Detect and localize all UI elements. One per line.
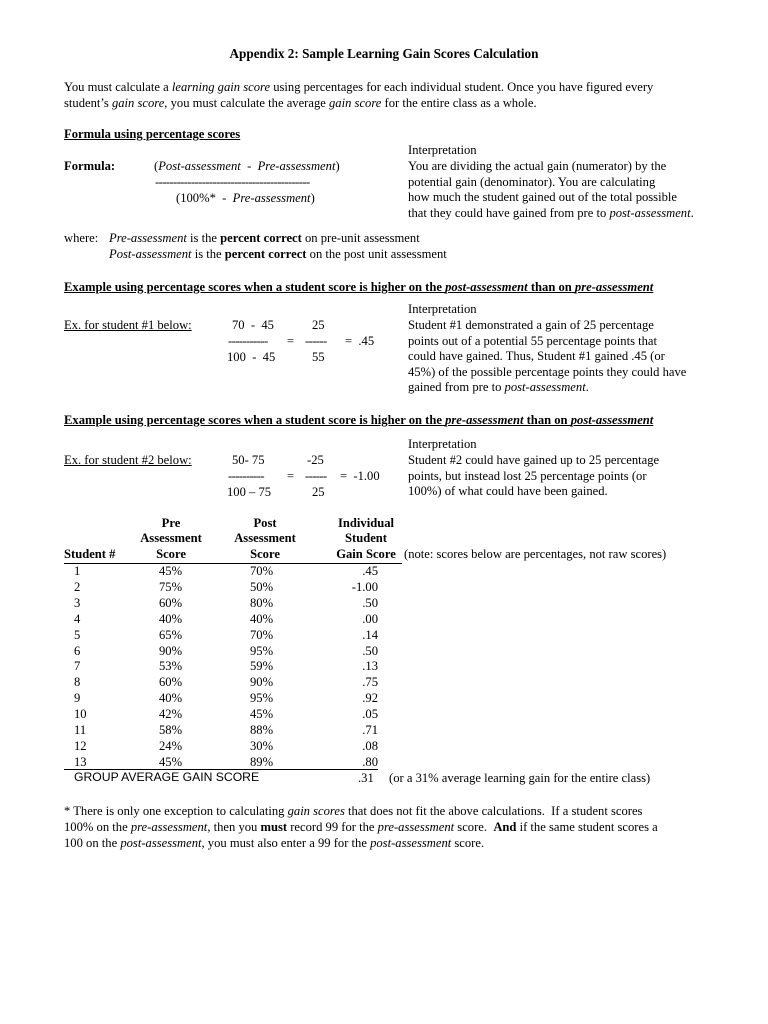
header-line: Gain Score	[336, 546, 396, 561]
interp-line: points, but instead lost 25 percentage points (or	[408, 468, 647, 483]
cell-post-score: 59%	[250, 659, 274, 674]
cell-gain-score: .92	[362, 691, 378, 706]
cell-pre-score: 24%	[159, 738, 183, 753]
footnote-text: that does not fit the above calculations. If a student scores	[344, 804, 643, 818]
cell-post-score: 95%	[250, 643, 274, 658]
heading-text: Example using percentage scores when a student score is higher on the	[64, 280, 446, 294]
interp-line: Student #1 demonstrated a gain of 25 percentage	[408, 318, 654, 332]
example2-result: = -1.00	[340, 469, 380, 483]
interp-term: post-assessment	[504, 380, 586, 395]
where-line-2	[109, 247, 447, 263]
where-text: is the	[186, 231, 221, 245]
example1-heading	[64, 280, 653, 296]
interp-line: potential gain (denominator). You are calculating	[408, 174, 656, 189]
formula-label: Formula:	[64, 159, 116, 173]
cell-pre-score: 45%	[159, 754, 183, 769]
example2-denominator-result: 25	[312, 485, 325, 499]
example2-divider-mid: ------	[305, 469, 327, 483]
heading-text: than on	[527, 280, 575, 294]
footnote-line-3	[64, 836, 658, 852]
cell-student: 7	[74, 659, 81, 674]
where-bold: percent correct	[220, 231, 302, 245]
example1-divider-mid: ------	[305, 334, 327, 348]
example2-numerator-result: -25	[307, 453, 324, 467]
interp-line	[408, 206, 694, 222]
paren: (	[154, 159, 159, 173]
group-average-note: (or a 31% average learning gain for the entire class)	[389, 771, 651, 785]
paren: )	[310, 191, 315, 205]
cell-pre-score: 40%	[159, 691, 183, 706]
cell-student: 10	[74, 707, 87, 722]
cell-student: 2	[74, 579, 81, 594]
interp-line: 100%) of what could have been gained.	[408, 484, 608, 499]
footnote-text: 100 on the	[64, 835, 121, 850]
header-line: Post	[253, 516, 277, 530]
header-line: Score	[156, 546, 186, 561]
where-line-1	[109, 231, 420, 247]
footnote-text: , you must also enter a 99 for the	[201, 835, 371, 850]
example1-denominator: 100 - 45	[227, 350, 276, 364]
footnote-text: 100% on the	[64, 819, 131, 834]
heading-term: pre-assessment	[574, 280, 654, 294]
footnote-term: pre-assessment	[130, 819, 208, 834]
cell-gain-score: -1.00	[351, 579, 378, 594]
cell-post-score: 88%	[250, 723, 274, 737]
cell-pre-score: 75%	[159, 579, 183, 594]
header-line: Assessment	[140, 531, 202, 546]
cell-student: 6	[74, 643, 81, 658]
cell-pre-score: 53%	[159, 659, 183, 674]
term-pre-assessment: Pre-assessment	[109, 231, 187, 245]
cell-post-score: 90%	[250, 675, 274, 690]
intro-text: , you must calculate the average	[164, 95, 329, 110]
cell-pre-score: 45%	[159, 564, 183, 578]
cell-gain-score: .80	[362, 754, 378, 769]
where-text: is the	[191, 247, 225, 261]
example1-denominator-result: 55	[312, 350, 325, 364]
interp-line: could have gained. Thus, Student #1 gained .45 (or	[408, 349, 665, 364]
cell-post-score: 50%	[250, 579, 274, 594]
interp-term: post-assessment	[609, 205, 691, 220]
interp-line	[408, 380, 686, 396]
example2-divider: ----------	[228, 469, 264, 483]
cell-post-score: 70%	[250, 564, 274, 578]
intro-text: for the entire class as a whole.	[381, 95, 537, 110]
cell-student: 4	[74, 611, 81, 626]
cell-gain-score: .13	[362, 659, 378, 674]
footnote	[64, 804, 658, 852]
header-line: Individual	[337, 516, 394, 530]
term-pre-assessment: Pre-assessment	[232, 191, 311, 205]
heading-term: post-assessment	[570, 413, 654, 427]
example1-numerator: 70 - 45	[232, 318, 274, 332]
example2-interp-heading: Interpretation	[408, 437, 477, 451]
cell-gain-score: .50	[362, 595, 378, 610]
header-gain-score	[327, 516, 405, 562]
footnote-text: if the same student scores a	[516, 819, 658, 834]
interp-text: .	[585, 380, 589, 395]
example1-label: Ex. for student #1 below:	[64, 318, 192, 332]
term-post-assessment: Post-assessment	[109, 247, 192, 261]
interp-text: .	[690, 205, 694, 220]
formula-divider: -------------------------------------------	[155, 175, 310, 189]
example2-denominator: 100 – 75	[227, 485, 272, 499]
example1-result: = .45	[345, 334, 375, 348]
term-pre-assessment: Pre-assessment	[257, 159, 336, 173]
cell-student: 11	[74, 723, 87, 737]
footnote-text: score.	[454, 819, 494, 834]
interp-text: gained from pre to	[408, 380, 505, 395]
interp-line: points out of a potential 55 percentage points that	[408, 333, 658, 348]
term-post-assessment: Post-assessment	[158, 159, 241, 173]
intro-text: You must calculate a	[64, 80, 172, 94]
intro-paragraph	[64, 80, 724, 111]
minus-sign: -	[240, 159, 258, 173]
example1-interp-heading: Interpretation	[408, 302, 477, 316]
cell-gain-score: .08	[362, 738, 378, 753]
cell-post-score: 95%	[250, 691, 274, 706]
example2-interp-text	[408, 453, 659, 500]
page-title: Appendix 2: Sample Learning Gain Scores Calculation	[229, 46, 539, 61]
footnote-text: record 99 for the	[287, 819, 378, 834]
intro-text: using percentages for each individual student. Once you have figured every	[270, 80, 654, 94]
intro-line-2	[64, 96, 724, 112]
header-line: Pre	[161, 516, 181, 530]
footnote-line-2	[64, 820, 658, 836]
example2-equals: =	[287, 469, 295, 483]
footnote-text: , then you	[207, 819, 261, 834]
header-student: Student #	[64, 547, 116, 561]
cell-post-score: 40%	[250, 611, 274, 626]
interp-line: Student #2 could have gained up to 25 percentage	[408, 453, 660, 467]
cell-student: 5	[74, 627, 81, 642]
where-label: where:	[64, 231, 99, 245]
cell-gain-score: .50	[362, 643, 378, 658]
where-text: on the post unit assessment	[306, 247, 447, 261]
example1-equals: =	[287, 334, 295, 348]
intro-text: student’s	[64, 95, 112, 110]
formula-interp-heading: Interpretation	[408, 143, 477, 157]
heading-term: post-assessment	[445, 280, 528, 294]
cell-pre-score: 65%	[159, 627, 183, 642]
where-text: on pre-unit assessment	[301, 231, 420, 245]
formula-interp-text	[408, 159, 694, 221]
header-post-assessment	[224, 516, 306, 562]
intro-line-1	[64, 80, 724, 96]
paren: )	[335, 159, 340, 173]
footnote-text: score.	[451, 835, 485, 850]
cell-pre-score: 58%	[159, 723, 183, 737]
intro-term: gain score	[111, 95, 165, 110]
heading-term: pre-assessment	[445, 413, 524, 427]
cell-post-score: 80%	[250, 595, 274, 610]
denominator-text: (100%* -	[176, 191, 233, 205]
intro-term: gain score	[329, 95, 382, 110]
formula-heading: Formula using percentage scores	[64, 127, 241, 141]
header-line: Student	[345, 531, 387, 546]
cell-pre-score: 40%	[159, 611, 183, 626]
cell-post-score: 89%	[250, 754, 274, 769]
intro-term: learning gain score	[171, 80, 271, 94]
cell-pre-score: 90%	[159, 643, 183, 658]
cell-pre-score: 42%	[159, 707, 183, 722]
heading-text: Example using percentage scores when a student score is higher on the	[64, 413, 446, 427]
cell-student: 3	[74, 595, 81, 610]
footnote-bold: must	[260, 819, 288, 834]
cell-post-score: 70%	[250, 627, 274, 642]
cell-post-score: 45%	[250, 707, 274, 722]
cell-gain-score: .45	[362, 564, 378, 578]
footnote-term: post-assessment	[120, 835, 202, 850]
example1-numerator-result: 25	[312, 318, 325, 332]
cell-gain-score: .00	[362, 611, 378, 626]
footnote-term: gain scores	[287, 804, 345, 818]
example2-label: Ex. for student #2 below:	[64, 453, 192, 467]
cell-gain-score: .75	[362, 675, 378, 690]
footnote-term: post-assessment	[370, 835, 452, 850]
cell-student: 8	[74, 675, 81, 690]
example2-heading	[64, 413, 653, 429]
interp-text: that they could have gained from pre to	[408, 205, 610, 220]
footnote-term: pre-assessment	[377, 819, 455, 834]
cell-post-score: 30%	[250, 738, 274, 753]
cell-student: 1	[74, 564, 81, 578]
footnote-line-1	[64, 804, 658, 820]
cell-gain-score: .71	[362, 723, 378, 737]
cell-gain-score: .14	[362, 627, 378, 642]
cell-student: 9	[74, 691, 81, 706]
example1-interp-text	[408, 318, 686, 396]
cell-pre-score: 60%	[159, 675, 183, 690]
table-note: (note: scores below are percentages, not raw scores)	[404, 547, 667, 561]
header-pre-assessment	[130, 516, 212, 562]
header-line: Score	[250, 546, 280, 561]
cell-gain-score: .05	[362, 707, 378, 722]
interp-line: You are dividing the actual gain (numerator) by the	[408, 159, 667, 173]
cell-pre-score: 60%	[159, 595, 183, 610]
cell-student: 13	[74, 754, 87, 769]
cell-student: 12	[74, 738, 87, 753]
footnote-bold: And	[493, 819, 517, 834]
heading-text: than on	[523, 413, 571, 427]
formula-numerator	[154, 159, 340, 175]
header-line: Assessment	[234, 531, 296, 546]
where-bold: percent correct	[224, 247, 307, 261]
interp-line: 45%) of the possible percentage points they could have	[408, 364, 687, 379]
group-average-value: .31	[358, 771, 374, 785]
example1-divider: -----------	[228, 334, 268, 348]
formula-denominator	[176, 191, 315, 207]
footnote-text: * There is only one exception to calculating	[64, 804, 288, 818]
example2-numerator: 50- 75	[232, 453, 265, 467]
group-average-label: GROUP AVERAGE GAIN SCORE	[74, 770, 260, 784]
interp-line: how much the student gained out of the total possible	[408, 190, 677, 205]
